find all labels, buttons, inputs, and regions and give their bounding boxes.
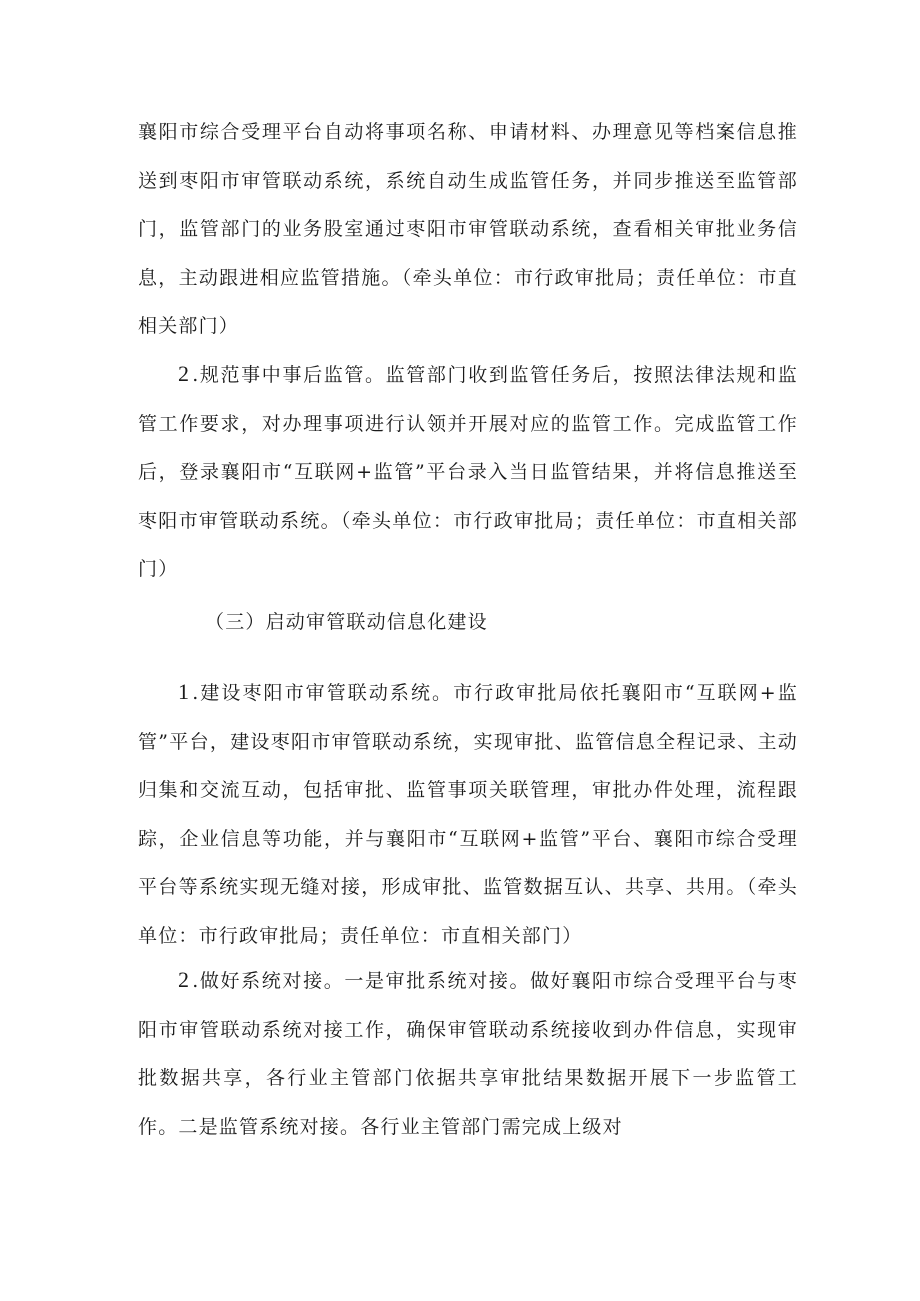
paragraph-item-1-system-build xyxy=(138,668,798,960)
item-number: 1 xyxy=(178,679,191,704)
paragraph-text: .规范事中事后监管。监管部门收到监管任务后，按照法律法规和监管工作要求，对办理事项进行认领并开展对应的监管工作。完成监管工作后，登录襄阳市“互联网+监管”平台录入当日监管结果，并将信息推送至枣阳市审管联动系统。（牵头单位：市行政审批局；责任单位：市直相关部门） xyxy=(138,364,798,580)
item-number: 2 xyxy=(178,967,191,992)
paragraph-item-2-supervision xyxy=(138,350,798,594)
paragraph-intro-continued xyxy=(138,108,798,351)
paragraph-text: 襄阳市综合受理平台自动将事项名称、申请材料、办理意见等档案信息推送到枣阳市审管联动系统，系统自动生成监管任务，并同步推送至监管部门，监管部门的业务股室通过枣阳市审管联动系统，查看相关审批业务信息，主动跟进相应监管措施。（牵头单位：市行政审批局；责任单位：市直相关部门） xyxy=(138,121,798,337)
paragraph-text: .做好系统对接。一是审批系统对接。做好襄阳市综合受理平台与枣阳市审管联动系统对接工作，确保审管联动系统接收到办件信息，实现审批数据共享，各行业主管部门依据共享审批结果数据开展下一步监管工作。二是监管系统对接。各行业主管部门需完成上级对 xyxy=(138,970,798,1138)
paragraph-item-2-system-docking xyxy=(138,956,798,1151)
section-heading-three: （三）启动审管联动信息化建设 xyxy=(205,611,488,633)
item-number: 2 xyxy=(178,361,191,386)
paragraph-text: .建设枣阳市审管联动系统。市行政审批局依托襄阳市“互联网+监管”平台，建设枣阳市审管联动系统，实现审批、监管信息全程记录、主动归集和交流互动，包括审批、监管事项关联管理，审批办件处理，流程跟踪，企业信息等功能，并与襄阳市“互联网+监管”平台、襄阳市综合受理平台等系统实现无缝对接，形成审批、监管数据互认、共享、共用。（牵头单位：市行政审批局；责任单位：市直相关部门） xyxy=(138,682,798,947)
